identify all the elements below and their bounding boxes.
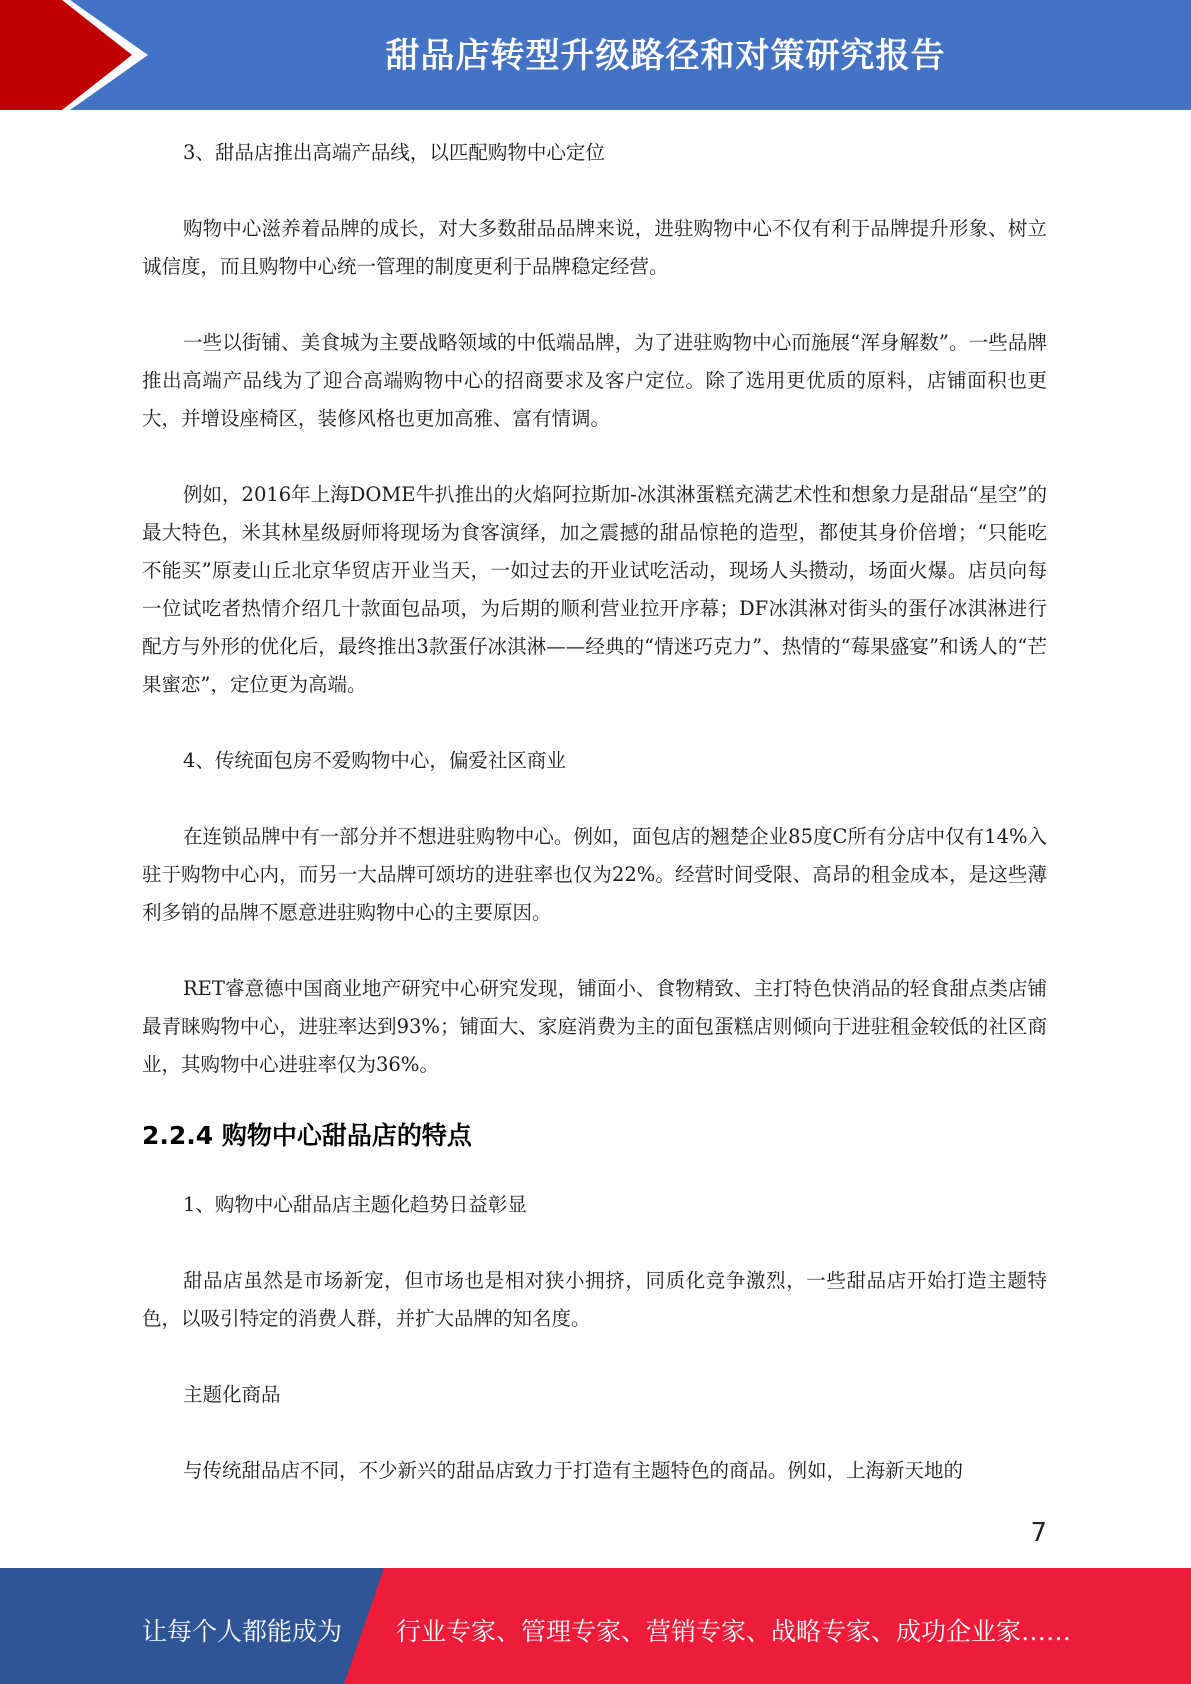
page-number: 7 (1030, 1518, 1047, 1548)
page-header (0, 0, 1191, 110)
paragraph-6: 甜品店虽然是市场新宠，但市场也是相对狭小拥挤，同质化竞争激烈，一些甜品店开始打造主题特色，以吸引特定的消费人群，并扩大品牌的知名度。 (142, 1269, 1047, 1330)
item-1-heading: 1、购物中心甜品店主题化趋势日益彰显 (183, 1193, 527, 1216)
footer-slogan-left: 让每个人都能成为 (142, 1617, 343, 1646)
page-body (142, 134, 1047, 1528)
item-4-heading: 4、传统面包房不爱购物中心，偏爱社区商业 (183, 749, 566, 772)
paragraph-4: 在连锁品牌中有一部分并不想进驻购物中心。例如，面包店的翘楚企业85度C所有分店中仅有14%入驻于购物中心内，而另一大品牌可颂坊的进驻率也仅为22%。经营时间受限、高昂的租金成本，是这些薄利多销的品牌不愿意进驻购物中心的主要原因。 (142, 825, 1047, 924)
paragraph-5: RET睿意德中国商业地产研究中心研究发现，铺面小、食物精致、主打特色快消品的轻食甜点类店铺最青睐购物中心，进驻率达到93%；铺面大、家庭消费为主的面包蛋糕店则倾向于进驻租金较低的社区商业，其购物中心进驻率仅为36%。 (142, 977, 1047, 1076)
paragraph-3: 例如，2016年上海DOME牛扒推出的火焰阿拉斯加-冰淇淋蛋糕充满艺术性和想象力是甜品“星空”的最大特色，米其林星级厨师将现场为食客演绎，加之震撼的甜品惊艳的造型，都使其身价倍增；“只能吃不能买”原麦山丘北京华贸店开业当天，一如过去的开业试吃活动，现场人头攒动，场面火爆。店员向每一位试吃者热情介绍几十款面包品项，为后期的顺利营业拉开序幕；DF冰淇淋对街头的蛋仔冰淇淋进行配方与外形的优化后，最终推出3款蛋仔冰淇淋——经典的“情迷巧克力”、热情的“莓果盛宴”和诱人的“芒果蜜恋”，定位更为高端。 (142, 483, 1047, 696)
paragraph-7: 与传统甜品店不同，不少新兴的甜品店致力于打造有主题特色的商品。例如，上海新天地的 (183, 1459, 964, 1482)
section-heading: 2.2.4 购物中心甜品店的特点 (142, 1121, 472, 1150)
footer-slogan-right: 行业专家、管理专家、营销专家、战略专家、成功企业家…… (396, 1617, 1072, 1646)
page-footer (0, 1568, 1191, 1684)
report-title: 甜品店转型升级路径和对策研究报告 (385, 36, 946, 76)
sub-heading: 主题化商品 (183, 1383, 281, 1406)
paragraph-1: 购物中心滋养着品牌的成长，对大多数甜品品牌来说，进驻购物中心不仅有利于品牌提升形象、树立诚信度，而且购物中心统一管理的制度更利于品牌稳定经营。 (142, 217, 1047, 278)
paragraph-2: 一些以街铺、美食城为主要战略领域的中低端品牌，为了进驻购物中心而施展“浑身解数”。一些品牌推出高端产品线为了迎合高端购物中心的招商要求及客户定位。除了选用更优质的原料，店铺面积也更大，并增设座椅区，装修风格也更加高雅、富有情调。 (142, 331, 1047, 430)
item-3-heading: 3、甜品店推出高端产品线，以匹配购物中心定位 (183, 141, 605, 164)
